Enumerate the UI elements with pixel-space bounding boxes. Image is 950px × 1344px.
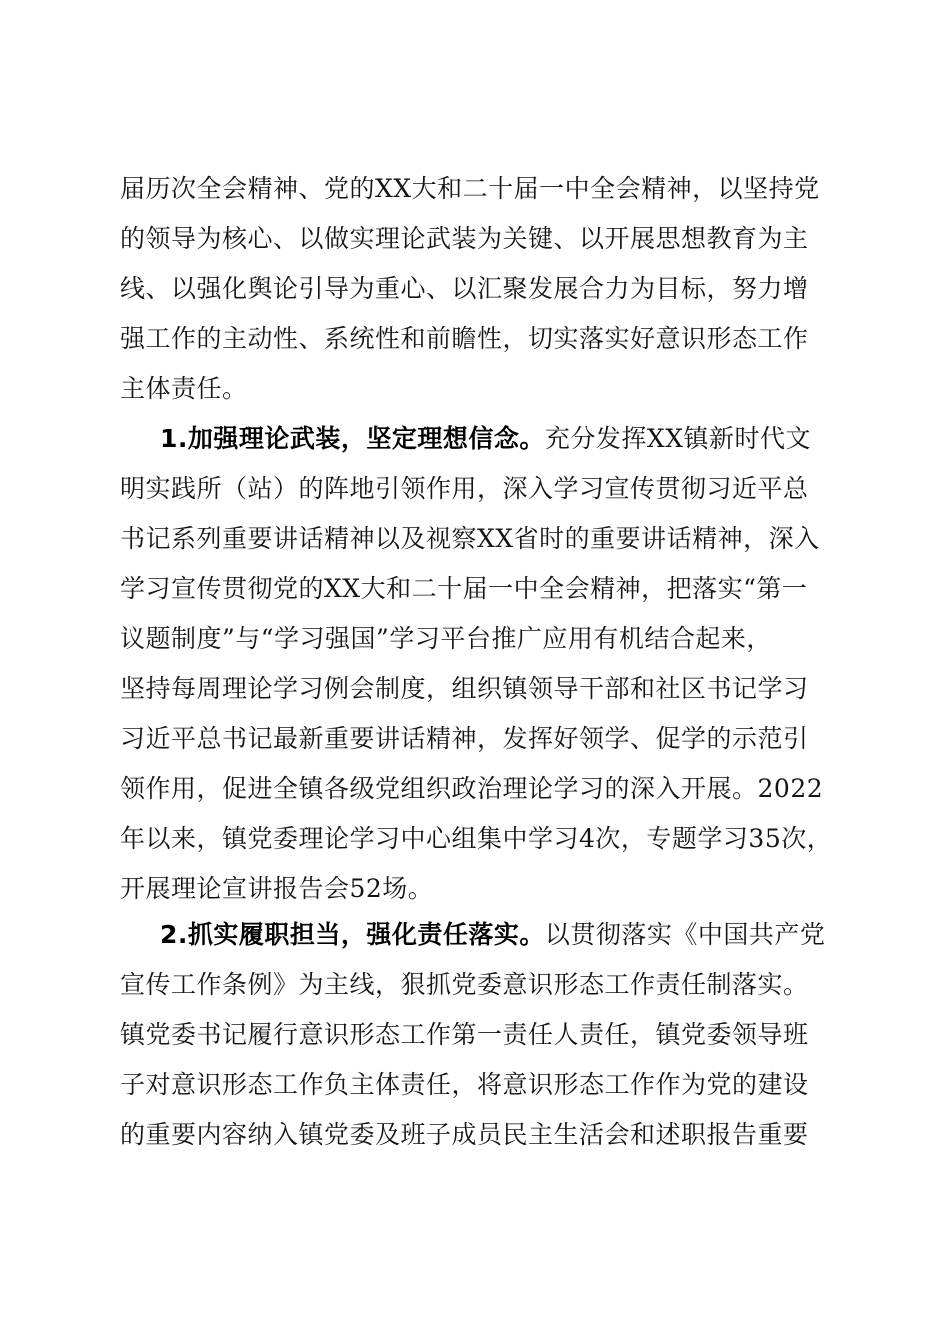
- text-line: 坚持每周理论学习例会制度，组织镇领导干部和社区书记学习: [120, 674, 809, 703]
- text-line: 主体责任。: [120, 374, 248, 403]
- text-line: 线、以强化舆论引导为重心、以汇聚发展合力为目标，努力增: [120, 274, 809, 303]
- paragraph-intro: [120, 164, 830, 414]
- paragraph-responsibility: [120, 910, 830, 1160]
- text-line: 书记系列重要讲话精神以及视察XX省时的重要讲话精神，深入: [120, 524, 820, 553]
- text-line: 领作用，促进全镇各级党组织政治理论学习的深入开展。2022: [120, 774, 824, 803]
- text-line: 年以来，镇党委理论学习中心组集中学习4次，专题学习35次，: [120, 824, 833, 853]
- paragraph-theory: [120, 414, 833, 914]
- text-line: 强工作的主动性、系统性和前瞻性，切实落实好意识形态工作: [120, 324, 809, 353]
- text-line: 届历次全会精神、党的XX大和二十届一中全会精神，以坚持党: [120, 174, 820, 203]
- text-line: 的重要内容纳入镇党委及班子成员民主生活会和述职报告重要: [120, 1120, 809, 1149]
- section-heading: 1.加强理论武装，坚定理想信念。: [160, 424, 545, 453]
- text-line: 镇党委书记履行意识形态工作第一责任人责任，镇党委领导班: [120, 1020, 809, 1049]
- paragraph-first-line: [120, 910, 830, 960]
- heading-continuation: 充分发挥XX镇新时代文: [544, 424, 812, 453]
- text-line: 开展理论宣讲报告会52场。: [120, 874, 434, 903]
- text-line: 学习宣传贯彻党的XX大和二十届一中全会精神，把落实“第一: [120, 574, 808, 603]
- text-line: 议题制度”与“学习强国”学习平台推广应用有机结合起来，: [120, 624, 772, 653]
- heading-continuation: 以贯彻落实《中国共产党: [544, 920, 826, 949]
- paragraph-first-line: [120, 414, 830, 464]
- text-line: 的领导为核心、以做实理论武装为关键、以开展思想教育为主: [120, 224, 809, 253]
- text-line: 子对意识形态工作负主体责任，将意识形态工作作为党的建设: [120, 1070, 809, 1099]
- section-heading: 2.抓实履职担当，强化责任落实。: [160, 920, 545, 949]
- text-line: 习近平总书记最新重要讲话精神，发挥好领学、促学的示范引: [120, 724, 809, 753]
- text-line: 宣传工作条例》为主线，狠抓党委意识形态工作责任制落实。: [120, 970, 809, 999]
- text-line: 明实践所（站）的阵地引领作用，深入学习宣传贯彻习近平总: [120, 474, 809, 503]
